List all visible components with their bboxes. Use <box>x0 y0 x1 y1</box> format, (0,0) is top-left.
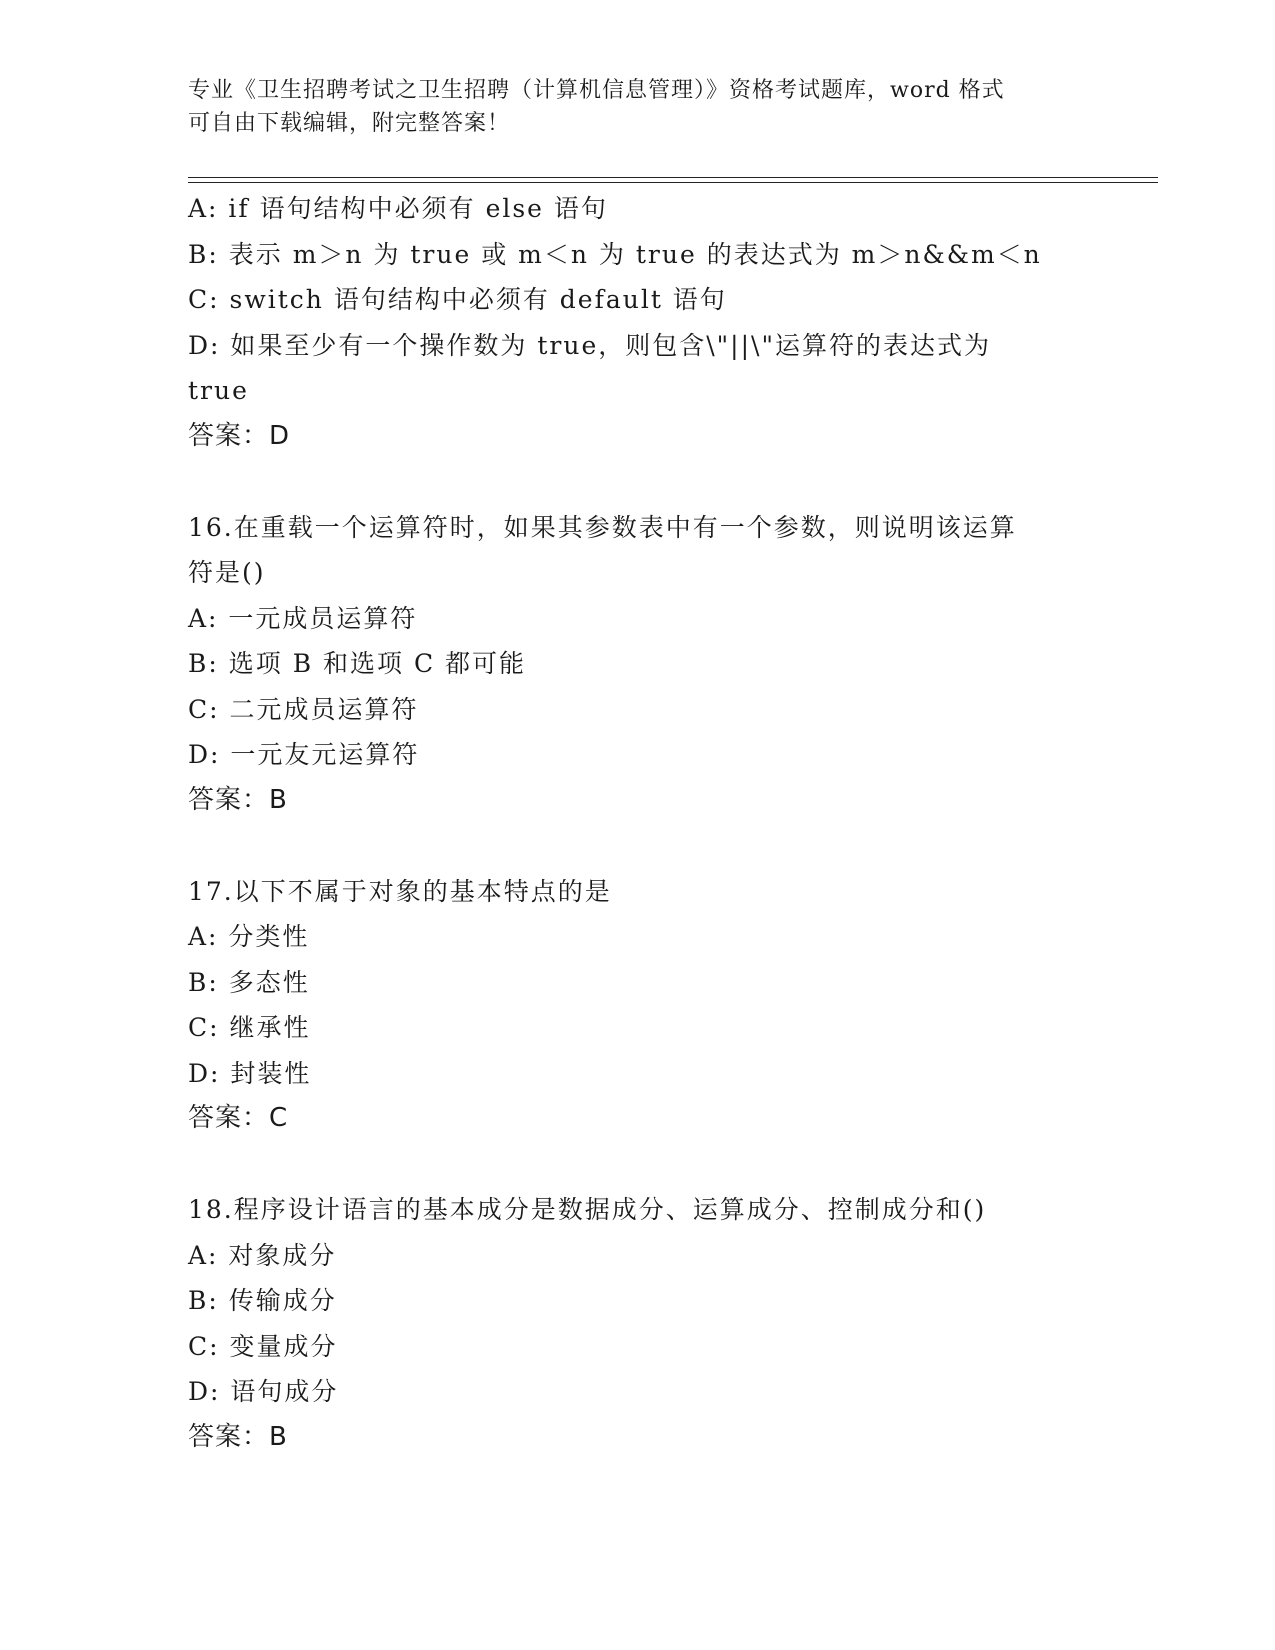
option-d: D: 如果至少有一个操作数为 true，则包含\"||\"运算符的表达式为 <box>188 330 991 360</box>
option-c: C: 二元成员运算符 <box>188 694 419 724</box>
answer: 答案：B <box>188 1421 288 1452</box>
question-17 <box>188 869 1088 1142</box>
question-text: 18.程序设计语言的基本成分是数据成分、运算成分、控制成分和() <box>188 1195 987 1224</box>
question-text: 16.在重载一个运算符时，如果其参数表中有一个参数，则说明该运算 <box>188 512 1017 542</box>
question-15 <box>188 186 1088 459</box>
option-a: A: 对象成分 <box>188 1240 337 1270</box>
option-c: C: 变量成分 <box>188 1331 338 1361</box>
option-b: B: 选项 B 和选项 C 都可能 <box>188 649 527 678</box>
option-d-continued: true <box>188 376 249 405</box>
option-b: B: 传输成分 <box>188 1286 337 1315</box>
question-16 <box>188 505 1088 824</box>
spacer <box>188 1142 1088 1188</box>
document-header <box>188 74 1088 140</box>
answer: 答案：C <box>188 1103 289 1133</box>
header-divider-top <box>188 177 1158 178</box>
header-line-2: 可自由下载编辑，附完整答案！ <box>188 111 511 136</box>
option-b: B: 表示 m＞n 为 true 或 m＜n 为 true 的表达式为 m＞n&&m＜n <box>188 239 1042 269</box>
option-d: D: 语句成分 <box>188 1377 339 1406</box>
question-text-continued: 符是() <box>188 558 266 587</box>
header-line-1: 专业《卫生招聘考试之卫生招聘（计算机信息管理）》资格考试题库，word 格式 <box>188 78 1005 103</box>
header-divider-bottom <box>188 182 1158 183</box>
question-list <box>188 186 1088 1460</box>
option-d: D: 封装性 <box>188 1058 312 1088</box>
option-b: B: 多态性 <box>188 967 310 997</box>
question-text: 17.以下不属于对象的基本特点的是 <box>188 876 612 906</box>
answer: 答案：D <box>188 420 291 451</box>
spacer <box>188 823 1088 869</box>
option-a: A: 分类性 <box>188 922 310 951</box>
option-c: C: switch 语句结构中必须有 default 语句 <box>188 285 727 314</box>
option-a: A: 一元成员运算符 <box>188 603 418 633</box>
option-c: C: 继承性 <box>188 1013 311 1042</box>
answer: 答案：B <box>188 784 288 815</box>
option-a: A: if 语句结构中必须有 else 语句 <box>188 194 608 223</box>
question-18 <box>188 1187 1088 1460</box>
spacer <box>188 459 1088 505</box>
option-d: D: 一元友元运算符 <box>188 740 420 769</box>
